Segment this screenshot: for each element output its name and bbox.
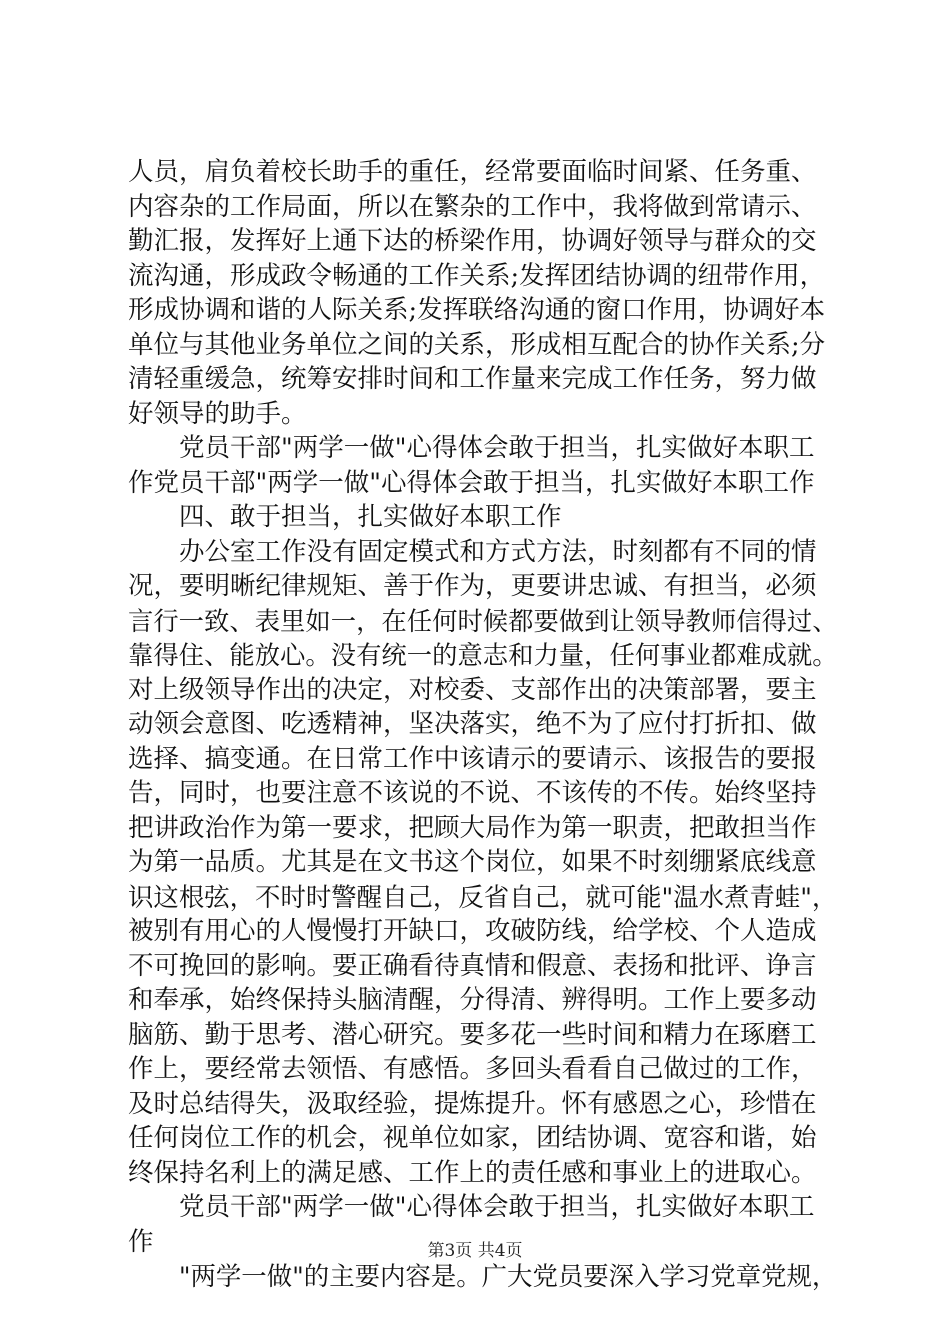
text-line: 被别有用心的人慢慢打开缺口，攻破防线，给学校、个人造成 [128,916,817,946]
page-footer [0,1240,950,1262]
text-line: 脑筋、勤于思考、潜心研究。要多花一些时间和精力在琢磨工 [128,1019,817,1050]
text-line: 内容杂的工作局面，所以在繁杂的工作中，我将做到常请示、 [128,191,817,222]
section-heading-line: 党员干部"两学一做"心得体会敢于担当，扎实做好本职工 [128,433,815,463]
text-line: 好领导的助手。 [128,398,307,429]
body-text [128,155,838,1294]
text-line: 单位与其他业务单位之间的关系，形成相互配合的协作关系;分 [128,329,826,360]
page-number-label: 第3页 共4页 [427,1241,523,1261]
text-line: 人员，肩负着校长助手的重任，经常要面临时间紧、任务重、 [128,157,817,187]
section-heading-line: 作 [128,1226,154,1257]
text-line: 告，同时，也要注意不该说的不说、不该传的不传。始终坚持 [128,778,817,808]
text-line: 况，要明晰纪律规矩、善于作为，更要讲忠诚、有担当，必须 [128,571,817,601]
section-heading-line: 作党员干部"两学一做"心得体会敢于担当，扎实做好本职工作 [128,467,815,498]
text-line: 对上级领导作出的决定，对校委、支部作出的决策部署，要主 [128,674,817,705]
text-line: 办公室工作没有固定模式和方式方法，时刻都有不同的情 [128,536,817,567]
text-line: 识这根弦，不时时警醒自己，反省自己，就可能"温水煮青蛙"， [128,881,838,912]
text-line: "两学一做"的主要内容是。广大党员要深入学习党章党规， [128,1261,838,1291]
text-line: 动领会意图、吃透精神，坚决落实，绝不为了应付打折扣、做 [128,709,817,739]
text-line: 勤汇报，发挥好上通下达的桥梁作用，协调好领导与群众的交 [128,226,817,256]
text-line: 靠得住、能放心。没有统一的意志和力量，任何事业都难成就。 [128,640,838,670]
text-line: 及时总结得失，汲取经验，提炼提升。怀有感恩之心，珍惜在 [128,1088,817,1119]
text-line: 不可挽回的影响。要正确看待真情和假意、表扬和批评、诤言 [128,950,817,981]
text-line: 选择、搞变通。在日常工作中该请示的要请示、该报告的要报 [128,743,817,774]
text-line: 任何岗位工作的机会，视单位如家，团结协调、宽容和谐，始 [128,1123,817,1153]
text-line: 作上，要经常去领悟、有感悟。多回头看看自己做过的工作， [128,1054,817,1084]
text-line: 言行一致、表里如一，在任何时候都要做到让领导教师信得过、 [128,605,838,636]
text-line: 为第一品质。尤其是在文书这个岗位，如果不时刻绷紧底线意 [128,847,817,877]
text-line: 形成协调和谐的人际关系;发挥联络沟通的窗口作用，协调好本 [128,295,826,325]
text-line: 流沟通，形成政令畅通的工作关系;发挥团结协调的纽带作用， [128,260,826,291]
text-line: 把讲政治作为第一要求，把顾大局作为第一职责，把敢担当作 [128,812,817,843]
section-heading-line: 四、敢于担当，扎实做好本职工作 [128,502,562,532]
text-line: 清轻重缓急，统筹安排时间和工作量来完成工作任务，努力做 [128,364,817,394]
text-line: 终保持名利上的满足感、工作上的责任感和事业上的进取心。 [128,1157,817,1188]
text-line: 和奉承，始终保持头脑清醒，分得清、辨得明。工作上要多动 [128,985,817,1015]
section-heading-line: 党员干部"两学一做"心得体会敢于担当，扎实做好本职工 [128,1192,815,1222]
